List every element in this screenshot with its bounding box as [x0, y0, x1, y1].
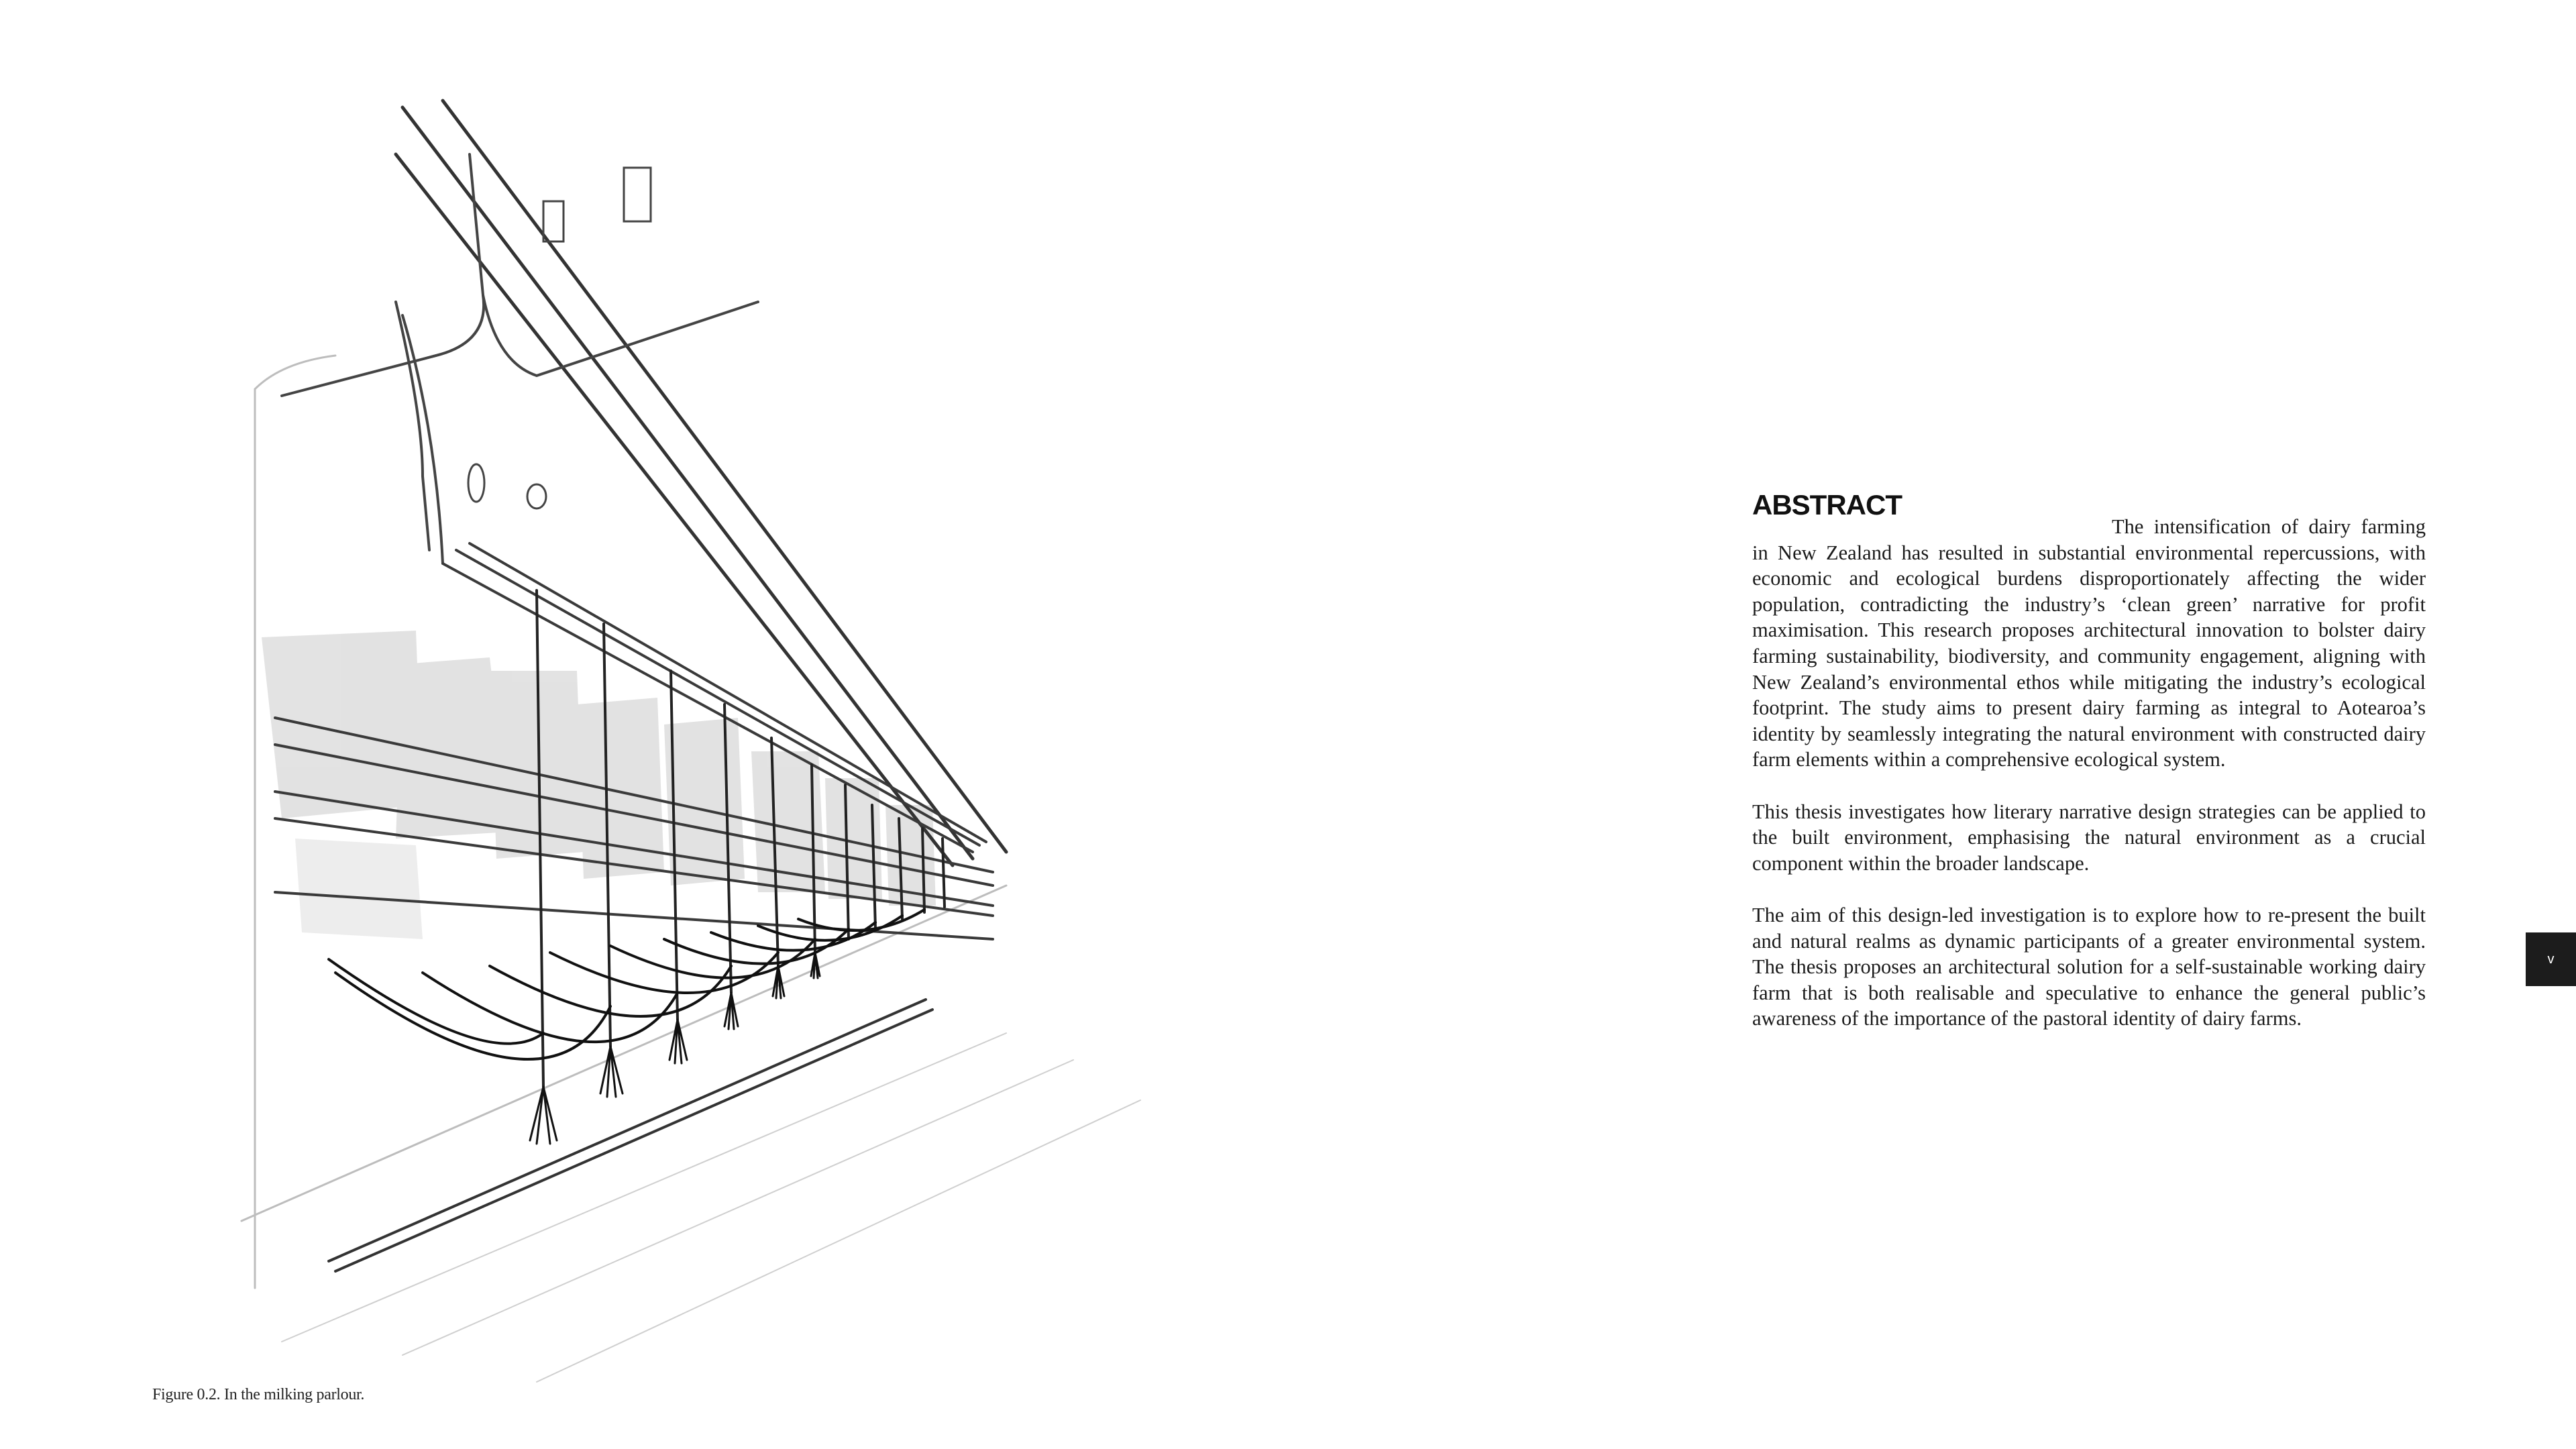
milking-parlour-sketch: [201, 80, 1248, 1409]
page-number-tab: v: [2526, 932, 2576, 986]
figure-caption: Figure 0.2. In the milking parlour.: [152, 1386, 365, 1403]
abstract-paragraph: The aim of this design-led investigation is to explore how to re-present the built and natural realms as dynamic participants of a greater environmental system. The thesis proposes an architectural solution for a self-sustainable working dairy farm that is both realisable and speculative to enhance the general public’s awareness of the importance of the pastoral identity of dairy farms.: [1752, 903, 2426, 1030]
abstract-title: ABSTRACT: [1752, 489, 1902, 521]
abstract-paragraph: This thesis investigates how literary narrative design strategies can be applied to the built environment, emphasising the natural environment as a crucial component within the broader landscape.: [1752, 800, 2426, 875]
abstract-paragraph: [1752, 488, 2426, 773]
abstract-section: [1752, 488, 2426, 1057]
milking-parlour-illustration: [201, 80, 1248, 1409]
abstract-body: [1752, 488, 2426, 1032]
abstract-paragraph-text: The intensification of dairy farming in New Zealand has resulted in substantial environmental repercussions, with economic and ecological burdens disproportionately affecting the wider population, contradicting the industry’s ‘clean green’ narrative for profit maximisation. This research proposes architectural innovation to bolster dairy farming sustainability, biodiversity, and community engagement, aligning with New Zealand’s environmental ethos while mitigating the industry’s ecological footprint. The study aims to present dairy farming as integral to Aotearoa’s identity by seamlessly integrating the natural environment with constructed dairy farm elements within a comprehensive ecological system.: [1752, 515, 2426, 771]
